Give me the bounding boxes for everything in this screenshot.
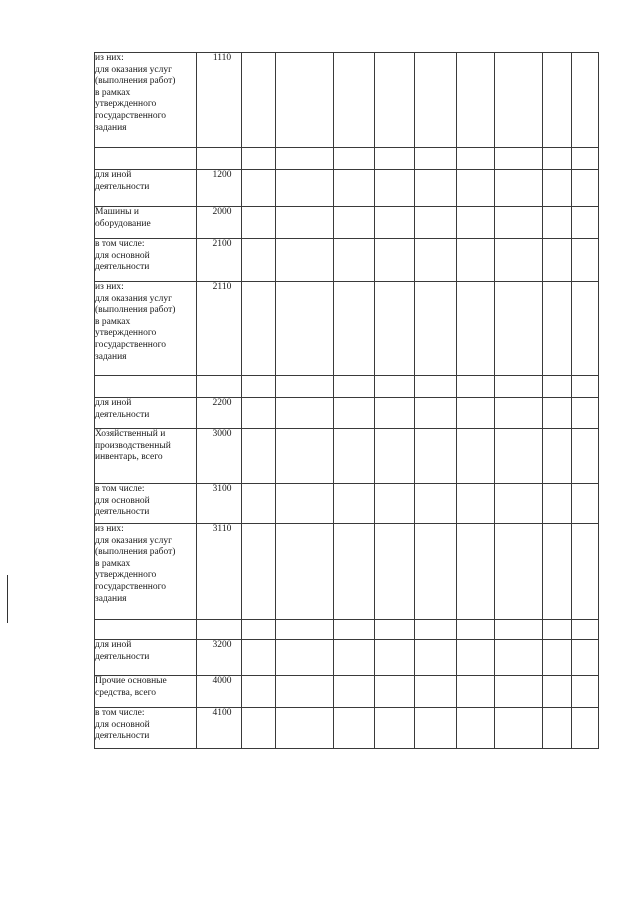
data-cell [242, 282, 276, 376]
table-row [95, 524, 599, 620]
row-code: 3100 [212, 484, 232, 494]
data-cell [375, 53, 415, 148]
table-body [95, 53, 599, 749]
row-label: для иной деятельности [95, 170, 150, 192]
row-code: 3200 [212, 640, 232, 650]
row-label-cell [95, 524, 197, 620]
row-label: для иной деятельности [95, 640, 150, 662]
data-cell [543, 376, 572, 398]
row-label: в том числе: для основной деятельности [95, 484, 150, 518]
data-cell [276, 484, 334, 524]
data-cell [457, 524, 495, 620]
table-row [95, 53, 599, 148]
row-label: из них: для оказания услуг (выполнения работ) в рамках утвержденного государственного задания [95, 282, 176, 362]
row-label: Хозяйственный и производственный инвентарь, всего [95, 429, 171, 463]
data-cell [543, 640, 572, 676]
data-cell [457, 676, 495, 708]
row-label: из них: для оказания услуг (выполнения работ) в рамках утвержденного государственного задания [95, 53, 176, 133]
table-row [95, 207, 599, 239]
data-cell [375, 239, 415, 282]
data-cell [543, 676, 572, 708]
data-cell [572, 676, 599, 708]
data-cell [276, 676, 334, 708]
data-cell [495, 148, 543, 170]
row-code: 1200 [212, 170, 232, 180]
data-cell [572, 398, 599, 429]
data-cell [457, 239, 495, 282]
row-code: 2000 [212, 207, 232, 217]
data-cell [495, 282, 543, 376]
data-cell [375, 484, 415, 524]
data-cell [375, 524, 415, 620]
data-cell [495, 239, 543, 282]
data-cell [334, 676, 375, 708]
data-cell [242, 676, 276, 708]
data-cell [415, 148, 457, 170]
data-cell [242, 239, 276, 282]
data-cell [572, 484, 599, 524]
row-code-cell [197, 53, 242, 148]
data-cell [495, 708, 543, 749]
row-label-cell [95, 376, 197, 398]
data-cell [375, 376, 415, 398]
table-row [95, 398, 599, 429]
table-row [95, 282, 599, 376]
data-cell [242, 640, 276, 676]
data-cell [334, 239, 375, 282]
row-label: в том числе: для основной деятельности [95, 239, 150, 273]
row-label: Машины и оборудование [95, 207, 151, 229]
data-cell [572, 148, 599, 170]
table-row [95, 640, 599, 676]
data-cell [415, 640, 457, 676]
data-cell [276, 239, 334, 282]
data-cell [495, 640, 543, 676]
data-cell [415, 398, 457, 429]
data-cell [457, 282, 495, 376]
data-cell [457, 398, 495, 429]
data-cell [543, 239, 572, 282]
data-cell [543, 170, 572, 207]
data-cell [242, 524, 276, 620]
data-cell [375, 207, 415, 239]
data-cell [276, 398, 334, 429]
fixed-assets-table [94, 52, 599, 749]
data-cell [572, 708, 599, 749]
row-label-cell [95, 429, 197, 484]
data-cell [543, 282, 572, 376]
data-cell [276, 170, 334, 207]
row-label-cell [95, 170, 197, 207]
row-code: 3000 [212, 429, 232, 439]
data-cell [242, 398, 276, 429]
table-row [95, 620, 599, 640]
table-row [95, 170, 599, 207]
data-cell [276, 708, 334, 749]
row-code-cell [197, 282, 242, 376]
row-code: 2110 [212, 282, 232, 292]
row-label-cell [95, 398, 197, 429]
data-cell [495, 376, 543, 398]
data-cell [334, 620, 375, 640]
data-cell [276, 53, 334, 148]
row-label-cell [95, 620, 197, 640]
data-cell [375, 398, 415, 429]
table-row [95, 429, 599, 484]
data-cell [242, 148, 276, 170]
data-cell [242, 376, 276, 398]
table-row [95, 148, 599, 170]
data-cell [375, 429, 415, 484]
data-cell [415, 484, 457, 524]
data-cell [495, 676, 543, 708]
row-label: для иной деятельности [95, 398, 150, 420]
data-cell [457, 640, 495, 676]
data-cell [572, 170, 599, 207]
data-cell [276, 524, 334, 620]
data-cell [334, 148, 375, 170]
data-cell [457, 207, 495, 239]
data-cell [543, 708, 572, 749]
data-cell [242, 429, 276, 484]
data-cell [375, 282, 415, 376]
data-cell [457, 708, 495, 749]
data-cell [375, 148, 415, 170]
data-cell [572, 524, 599, 620]
table-row [95, 484, 599, 524]
data-cell [375, 708, 415, 749]
row-label: из них: для оказания услуг (выполнения работ) в рамках утвержденного государственного задания [95, 524, 176, 604]
data-cell [415, 207, 457, 239]
row-label-cell [95, 708, 197, 749]
data-cell [242, 620, 276, 640]
data-cell [572, 53, 599, 148]
data-cell [457, 170, 495, 207]
data-cell [242, 53, 276, 148]
data-cell [276, 429, 334, 484]
table-row [95, 239, 599, 282]
data-cell [415, 376, 457, 398]
data-cell [543, 53, 572, 148]
row-code-cell [197, 640, 242, 676]
data-cell [543, 207, 572, 239]
row-label-cell [95, 239, 197, 282]
data-cell [543, 398, 572, 429]
data-cell [334, 376, 375, 398]
row-label-cell [95, 282, 197, 376]
data-cell [495, 524, 543, 620]
data-cell [543, 148, 572, 170]
data-cell [457, 620, 495, 640]
row-code-cell [197, 398, 242, 429]
data-cell [543, 524, 572, 620]
table-row [95, 708, 599, 749]
row-code: 3110 [212, 524, 232, 534]
data-cell [495, 484, 543, 524]
row-code: 2100 [212, 239, 232, 249]
row-code-cell [197, 239, 242, 282]
data-cell [572, 239, 599, 282]
data-cell [415, 282, 457, 376]
data-cell [242, 207, 276, 239]
data-cell [334, 282, 375, 376]
data-cell [572, 620, 599, 640]
row-label-cell [95, 640, 197, 676]
data-cell [495, 170, 543, 207]
row-label-cell [95, 207, 197, 239]
data-cell [334, 207, 375, 239]
data-cell [334, 170, 375, 207]
data-cell [334, 640, 375, 676]
data-cell [276, 282, 334, 376]
data-cell [495, 429, 543, 484]
row-code-cell [197, 484, 242, 524]
row-code-cell [197, 207, 242, 239]
data-cell [242, 484, 276, 524]
data-cell [415, 708, 457, 749]
row-code-cell [197, 708, 242, 749]
row-code: 1110 [212, 53, 232, 63]
data-cell [572, 282, 599, 376]
row-code-cell [197, 676, 242, 708]
data-cell [457, 484, 495, 524]
data-cell [415, 239, 457, 282]
data-cell [543, 620, 572, 640]
row-label-cell [95, 484, 197, 524]
data-cell [334, 524, 375, 620]
data-cell [457, 53, 495, 148]
data-cell [375, 676, 415, 708]
data-cell [495, 207, 543, 239]
row-code: 2200 [212, 398, 232, 408]
row-label-cell [95, 53, 197, 148]
row-code-cell [197, 429, 242, 484]
data-cell [572, 640, 599, 676]
data-cell [334, 429, 375, 484]
data-cell [457, 429, 495, 484]
data-cell [543, 429, 572, 484]
data-cell [415, 53, 457, 148]
data-cell [242, 708, 276, 749]
data-cell [276, 148, 334, 170]
data-cell [375, 620, 415, 640]
data-cell [415, 524, 457, 620]
data-cell [334, 53, 375, 148]
row-label: Прочие основные средства, всего [95, 676, 167, 698]
data-cell [415, 676, 457, 708]
row-label-cell [95, 676, 197, 708]
row-code: 4100 [212, 708, 232, 718]
row-label: в том числе: для основной деятельности [95, 708, 150, 742]
data-cell [334, 398, 375, 429]
data-cell [495, 398, 543, 429]
data-cell [457, 376, 495, 398]
data-cell [276, 640, 334, 676]
data-cell [415, 170, 457, 207]
data-cell [276, 207, 334, 239]
data-cell [334, 708, 375, 749]
data-cell [375, 640, 415, 676]
data-cell [415, 429, 457, 484]
data-cell [572, 207, 599, 239]
row-code-cell [197, 148, 242, 170]
margin-scan-mark [7, 575, 8, 623]
data-cell [375, 170, 415, 207]
data-cell [276, 620, 334, 640]
table-row [95, 676, 599, 708]
data-cell [572, 376, 599, 398]
row-code-cell [197, 170, 242, 207]
data-cell [276, 376, 334, 398]
data-cell [543, 484, 572, 524]
row-code-cell [197, 376, 242, 398]
data-cell [334, 484, 375, 524]
data-cell [242, 170, 276, 207]
data-cell [457, 148, 495, 170]
row-label-cell [95, 148, 197, 170]
data-cell [495, 53, 543, 148]
data-cell [415, 620, 457, 640]
table-row [95, 376, 599, 398]
row-code-cell [197, 620, 242, 640]
data-cell [495, 620, 543, 640]
row-code: 4000 [212, 676, 232, 686]
row-code-cell [197, 524, 242, 620]
data-cell [572, 429, 599, 484]
